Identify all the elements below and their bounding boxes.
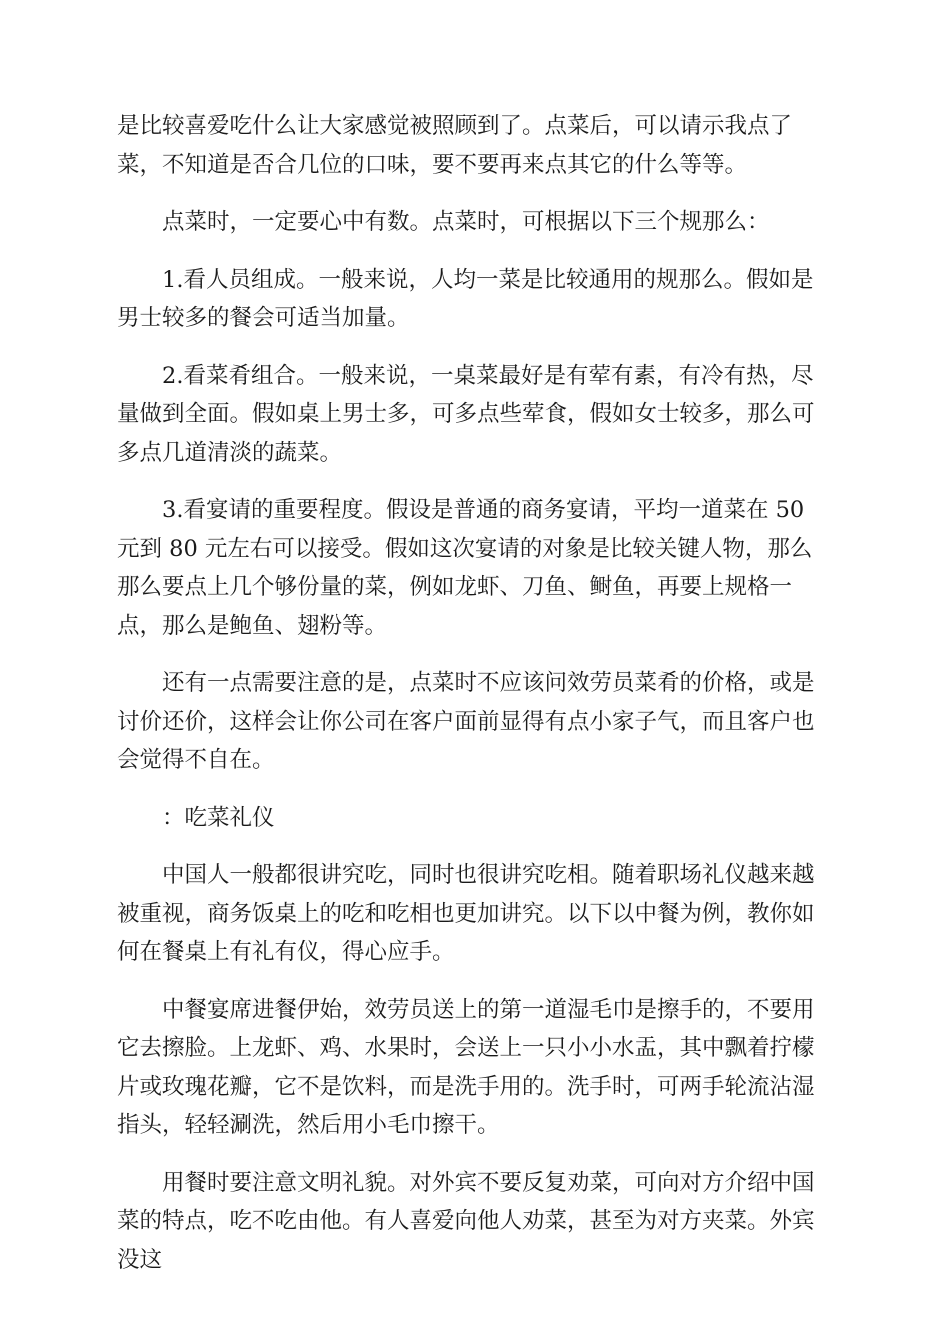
paragraph-ordering-intro: 点菜时，一定要心中有数。点菜时，可根据以下三个规那么： [162,209,770,235]
paragraph-rule-2: 2.看菜肴组合。一般来说，一桌菜最好是有荤有素，有冷有热，尽量做到全面。假如桌上男士多，可多点些荤食，假如女士较多，那么可多点几道清淡的蔬菜。 [117,362,815,466]
paragraph-courtesy: 用餐时要注意文明礼貌。对外宾不要反复劝菜，可向对方介绍中国菜的特点，吃不吃由他。有人喜爱向他人劝菜，甚至为对方夹菜。外宾没这 [117,1169,815,1273]
paragraph-towel-and-bowl: 中餐宴席进餐伊始，效劳员送上的第一道湿毛巾是擦手的，不要用它去擦脸。上龙虾、鸡、水果时，会送上一只小小水盂，其中飘着拧檬片或玫瑰花瓣，它不是饮料，而是洗手用的。洗手时，可两手轮流沾湿指头，轻轻涮洗，然后用小毛巾擦干。 [117,996,815,1138]
paragraph-rule-1: 1.看人员组成。一般来说，人均一菜是比较通用的规那么。假如是男士较多的餐会可适当加量。 [117,266,814,331]
paragraph-rule-3: 3.看宴请的重要程度。假设是普通的商务宴请，平均一道菜在 50 元到 80 元左右可以接受。假如这次宴请的对象是比较关键人物，那么那么要点上几个够份量的菜，例如龙虾、刀鱼、鲥鱼，再要上规格一点，那么是鲍鱼、翅粉等。 [117,497,813,639]
document-body [117,107,833,1298]
paragraph-eating-intro: 中国人一般都很讲究吃，同时也很讲究吃相。随着职场礼仪越来越被重视，商务饭桌上的吃和吃相也更加讲究。以下以中餐为例，教你如何在餐桌上有礼有仪，得心应手。 [117,862,815,965]
paragraph-continuation: 是比较喜爱吃什么让大家感觉被照顾到了。点菜后，可以请示我点了菜，不知道是否合几位的口味，要不要再来点其它的什么等等。 [117,113,793,178]
paragraph-price-note: 还有一点需要注意的是，点菜时不应该问效劳员菜肴的价格，或是讨价还价，这样会让你公司在客户面前显得有点小家子气，而且客户也会觉得不自在。 [117,670,815,773]
section-heading-eating-etiquette: ：吃菜礼仪 [162,804,275,831]
